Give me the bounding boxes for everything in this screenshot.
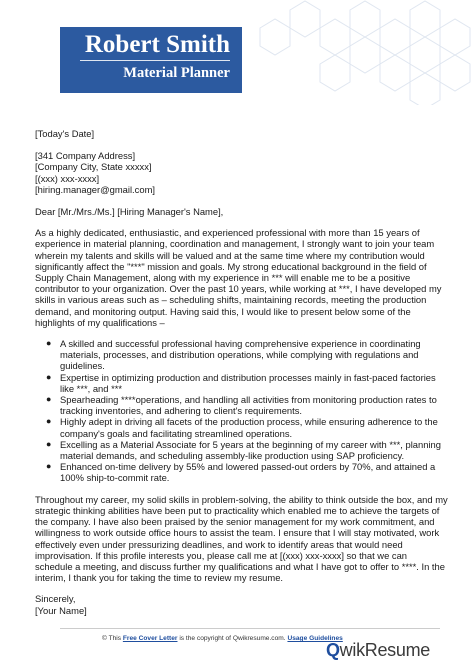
bullet-icon: ●: [46, 338, 52, 349]
list-item: ● Expertise in optimizing production and distribution processes mainly in fast-paced factories like ***, and ***: [46, 371, 436, 394]
intro-paragraph: [35, 227, 447, 328]
bullet-icon: ●: [46, 416, 52, 427]
qualifications-list: [35, 338, 447, 484]
closing-line: Throughout my career, my solid skills in problem-solving, the ability to think outside the box, and my: [35, 493, 448, 505]
signature: [Your Name]: [35, 604, 87, 616]
letter-body: [35, 128, 447, 616]
bullet-icon: ●: [46, 438, 52, 449]
candidate-name: Robert Smith: [84, 31, 230, 58]
name-banner: [60, 27, 242, 93]
intro-line: skills in various areas such as – scheduling shifts, maintaining records, meeting the production: [35, 294, 427, 306]
candidate-role: Material Planner: [123, 65, 230, 81]
bullet-icon: ●: [46, 461, 52, 472]
header: [0, 0, 474, 105]
intro-line: wherein my talents and skills will be valued and at the same time where my contribution would: [35, 249, 425, 261]
list-item: ● A skilled and successful professional having comprehensive experience in coordinating materials, processes, and distribution operations, while complying with regulations and guidelines.: [46, 338, 421, 372]
closing-paragraph: [35, 494, 447, 584]
date: [Today's Date]: [35, 128, 95, 139]
intro-line: As a highly dedicated, enthusiastic, and experienced professional with more than 15 years of: [35, 227, 420, 239]
intro-line: experience in material planning, coordination and management, I strongly want to join your team: [35, 238, 435, 250]
closing-line: interim, I thank you for taking the time to review my resume.: [35, 572, 284, 584]
footer: [0, 628, 474, 669]
closing-line: effectively even under pressurizing deadlines, and work to identify areas that would need: [35, 538, 403, 550]
footer-divider: [60, 628, 440, 629]
salutation: Dear [Mr./Mrs./Ms.] [Hiring Manager's Name],: [35, 206, 224, 218]
closing-line: willingness to work outside office hours to assist the team. I ensure that I will stay motivated, work: [35, 527, 440, 539]
list-item: ● Highly adept in driving all facets of the production process, while ensuring adherence to the company's goals and facilitating streamlined operations.: [46, 416, 438, 439]
closing-line: schedule a meeting, and discuss further my qualifications and what I have got to offer to ****. In the: [35, 560, 445, 572]
free-cover-letter-link[interactable]: Free Cover Letter: [122, 635, 178, 642]
intro-line: Supply Chain Management, along with my experience in *** will enable me to be a positive: [35, 272, 411, 284]
signoff: Sincerely,: [35, 593, 76, 605]
intro-line: demand, and monitoring output. Having said this, I would like to present below some of the: [35, 305, 411, 317]
bullet-icon: ●: [46, 371, 52, 382]
closing-line: improvisation. If this profile interests you, please call me at [(xxx) xxx-xxxx] so that we can: [35, 549, 408, 561]
phone: [(xxx) xxx-xxxx]: [35, 172, 100, 184]
closing-line: strategic thinking abilities have been put to practicality which enabled me to achieve the targets of: [35, 504, 440, 516]
list-item: ● Spearheading ****operations, and handling all activities from monitoring production rates to tracking inventories, and adhering to client's requirements.: [46, 394, 437, 417]
company-city: [Company City, State xxxxx]: [35, 161, 152, 173]
list-item: ● Excelling as a Material Associate for 5 years at the beginning of my career with ***, planning material demands, and scheduling assembly-like production using SAP proficiency.: [46, 438, 441, 462]
list-item: ● Enhanced on-time delivery by 55% and lowered passed-out orders by 70%, and attained a 100% ship-to-commit rate.: [46, 461, 436, 484]
closing-line: the company. I have also been praised by the senior management for my work commitment, and: [35, 516, 435, 528]
copyright-notice: © This Free Cover Letter is the copyright of Qwikresume.com. Usage Guidelines: [102, 635, 343, 642]
email: [hiring.manager@gmail.com]: [35, 183, 155, 195]
intro-line: contributor to your organization. Over the past 10 years, while working at ***, I have developed my: [35, 283, 442, 295]
usage-guidelines-link[interactable]: Usage Guidelines: [287, 635, 343, 642]
name-divider: [80, 60, 230, 61]
qwikresume-logo[interactable]: QwikResume: [325, 640, 430, 660]
intro-line: significantly affect the "***" mission and goals. My strong educational background in the field of: [35, 260, 427, 272]
company-address: [341 Company Address]: [35, 150, 136, 162]
intro-line: highlights of my qualifications –: [35, 316, 165, 328]
bullet-icon: ●: [46, 394, 52, 405]
